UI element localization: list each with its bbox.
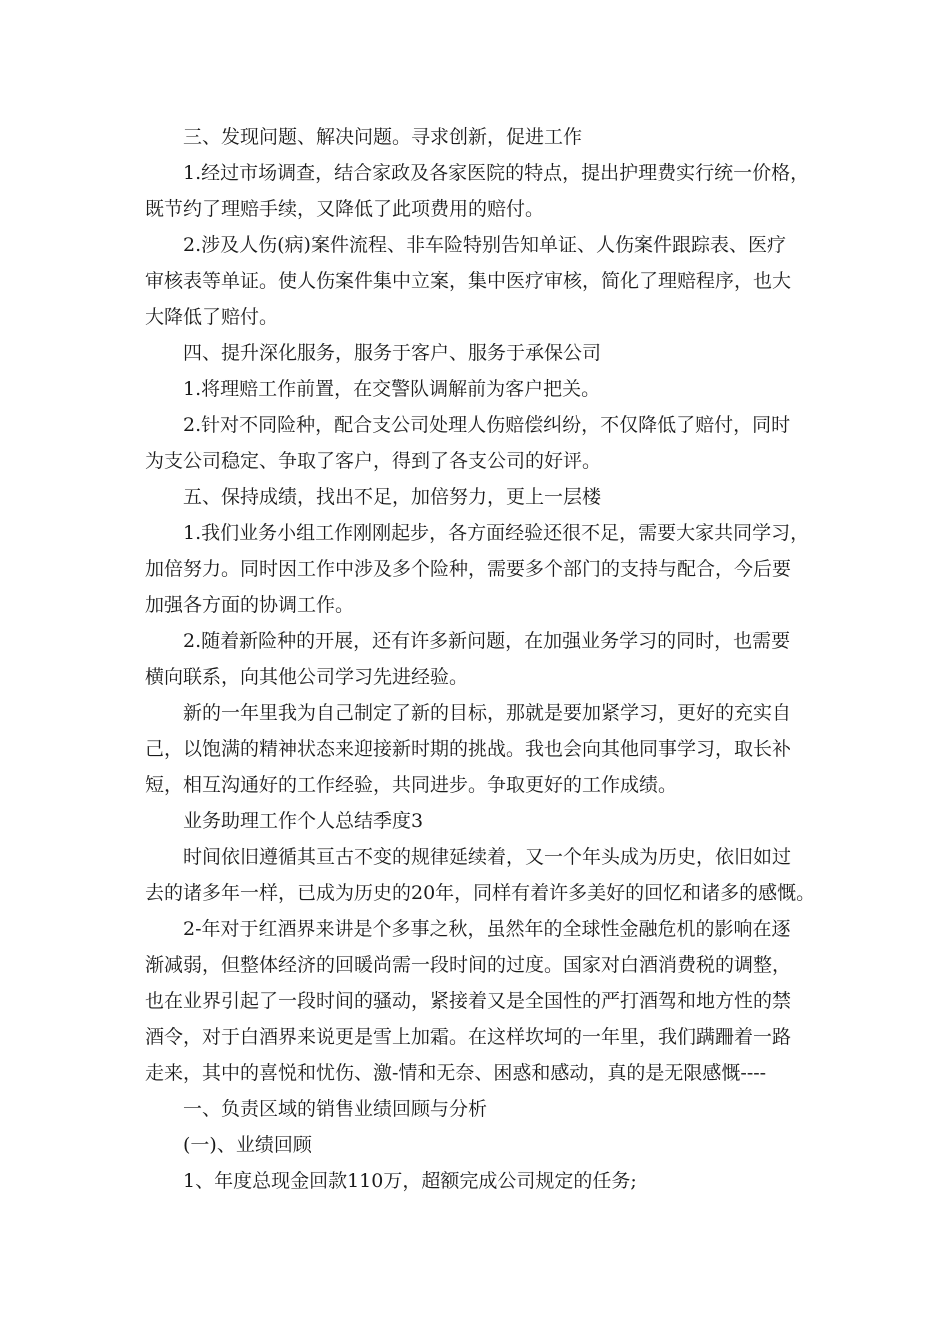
section-heading-1: 一、负责区域的销售业绩回顾与分析: [183, 1098, 488, 1120]
paragraph-line: 1.经过市场调查，结合家政及各家医院的特点，提出护理费实行统一价格，: [183, 162, 810, 184]
paragraph-line: 2-年对于红酒界来讲是个多事之秋，虽然年的全球性金融危机的影响在逐: [183, 918, 791, 940]
section-heading-4: 四、提升深化服务，服务于客户、服务于承保公司: [183, 342, 602, 364]
paragraph-line: 渐减弱，但整体经济的回暖尚需一段时间的过度。国家对白酒消费税的调整，: [145, 954, 792, 976]
document-subtitle: 业务助理工作个人总结季度3: [183, 810, 424, 832]
paragraph-line: 时间依旧遵循其亘古不变的规律延续着，又一个年头成为历史，依旧如过: [183, 846, 792, 868]
section-heading-3: 三、发现问题、解决问题。寻求创新，促进工作: [183, 126, 583, 148]
paragraph-line: 审核表等单证。使人伤案件集中立案，集中医疗审核，简化了理赔程序，也大: [145, 270, 792, 292]
paragraph-line: 己，以饱满的精神状态来迎接新时期的挑战。我也会向其他同事学习，取长补: [145, 738, 792, 760]
paragraph-line: 2.针对不同险种，配合支公司处理人伤赔偿纠纷，不仅降低了赔付，同时: [183, 414, 791, 436]
paragraph-line: 横向联系，向其他公司学习先进经验。: [145, 666, 469, 688]
paragraph-line: 1.将理赔工作前置，在交警队调解前为客户把关。: [183, 378, 601, 400]
paragraph-line: 酒令，对于白酒界来说更是雪上加霜。在这样坎坷的一年里，我们蹒跚着一路: [145, 1026, 792, 1048]
paragraph-line: 走来，其中的喜悦和忧伤、激-情和无奈、困惑和感动，真的是无限感慨----: [145, 1062, 767, 1084]
subsection-heading: (一)、业绩回顾: [183, 1134, 312, 1156]
paragraph-line: 2.涉及人伤(病)案件流程、非车险特别告知单证、人伤案件跟踪表、医疗: [183, 234, 786, 256]
paragraph-line: 也在业界引起了一段时间的骚动，紧接着又是全国性的严打酒驾和地方性的禁: [145, 990, 792, 1012]
paragraph-line: 加倍努力。同时因工作中涉及多个险种，需要多个部门的支持与配合，今后要: [145, 558, 792, 580]
paragraph-line: 加强各方面的协调工作。: [145, 594, 355, 616]
paragraph-line: 去的诸多年一样，已成为历史的20年，同样有着许多美好的回忆和诸多的感慨。: [145, 882, 816, 904]
paragraph-line: 为支公司稳定、争取了客户，得到了各支公司的好评。: [145, 450, 602, 472]
paragraph-line: 2.随着新险种的开展，还有许多新问题，在加强业务学习的同时，也需要: [183, 630, 791, 652]
paragraph-line: 新的一年里我为自己制定了新的目标，那就是要加紧学习，更好的充实自: [183, 702, 792, 724]
paragraph-line: 短，相互沟通好的工作经验，共同进步。争取更好的工作成绩。: [145, 774, 678, 796]
paragraph-line: 1、年度总现金回款110万，超额完成公司规定的任务;: [183, 1170, 637, 1192]
paragraph-line: 大降低了赔付。: [145, 306, 279, 328]
paragraph-line: 1.我们业务小组工作刚刚起步，各方面经验还很不足，需要大家共同学习，: [183, 522, 810, 544]
paragraph-line: 既节约了理赔手续，又降低了此项费用的赔付。: [145, 198, 545, 220]
section-heading-5: 五、保持成绩，找出不足，加倍努力，更上一层楼: [183, 486, 602, 508]
